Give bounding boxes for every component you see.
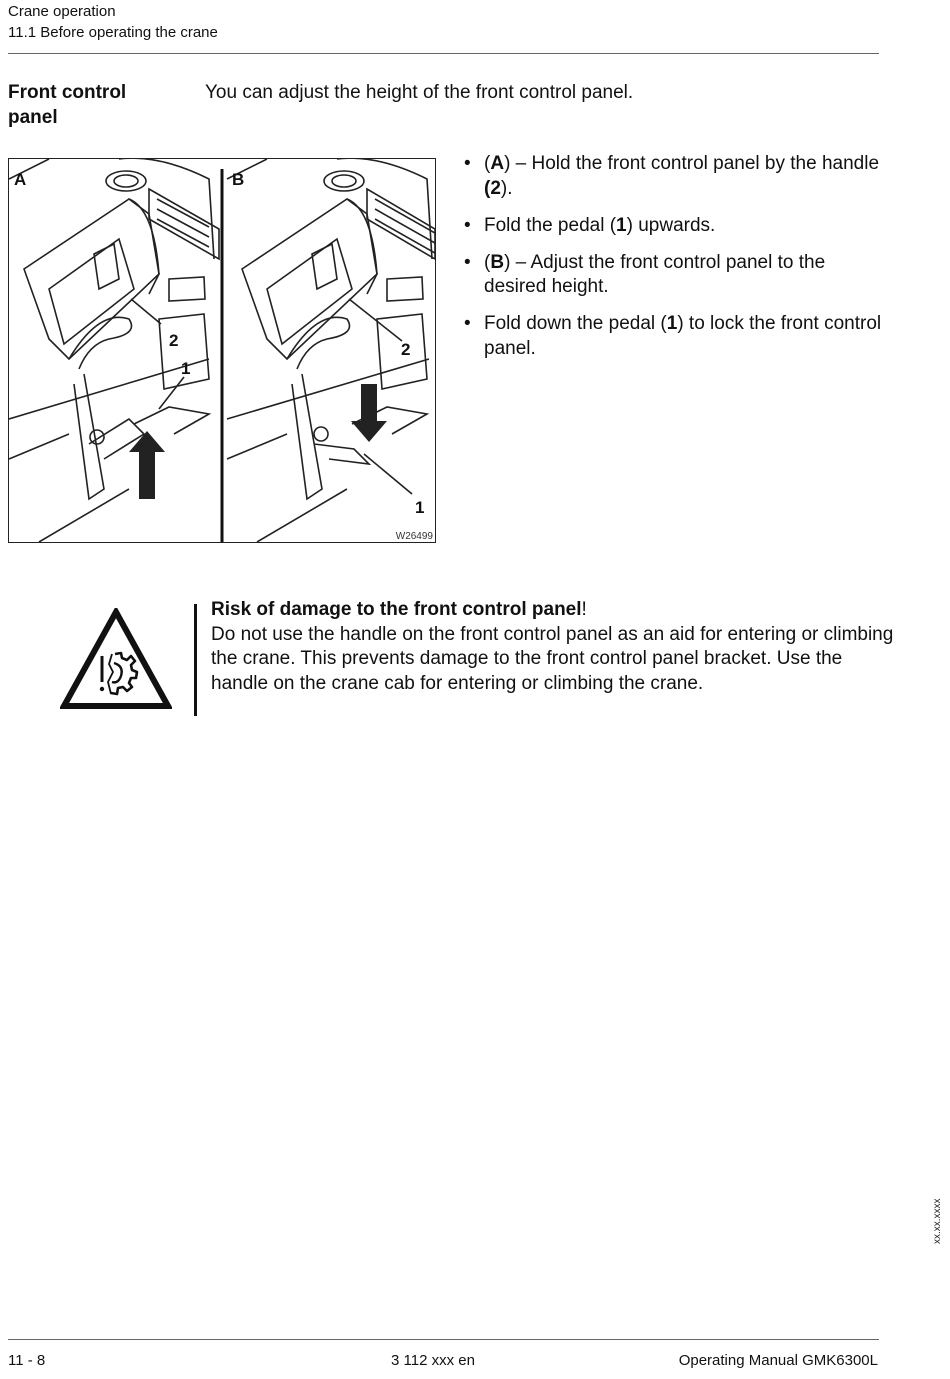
footer-divider: [8, 1339, 879, 1340]
panel-b-label: B: [232, 170, 245, 189]
warning-text: [211, 598, 901, 696]
list-item: • (A) – Hold the front control panel by the handle (2).: [462, 152, 882, 201]
intro-text: You can adjust the height of the front control panel.: [205, 82, 634, 103]
svg-text:xx.xx.xxxx: xx.xx.xxxx: [932, 1198, 943, 1244]
front-panel-figure: [8, 158, 436, 543]
header-section: 11.1 Before operating the crane: [8, 24, 218, 41]
callout-a-handle: 2: [169, 331, 179, 350]
header-divider: [8, 53, 879, 54]
list-item: • Fold down the pedal (1) to lock the front control panel.: [462, 312, 882, 361]
warning-divider: [194, 604, 197, 716]
header-chapter: Crane operation: [8, 3, 116, 20]
section-title: Front control panel: [8, 82, 127, 128]
warning-title-end: !: [581, 599, 587, 620]
warning-title: Risk of damage to the front control panel: [211, 599, 582, 620]
footer-doc-number: 3 112 xxx en: [391, 1352, 475, 1369]
footer-manual-title: Operating Manual GMK6300L: [678, 1352, 878, 1369]
list-item: • (B) – Adjust the front control panel to the desired height.: [462, 251, 882, 300]
callout-a-pedal: 1: [181, 359, 191, 378]
footer-page-number: 11 - 8: [8, 1352, 46, 1369]
list-item: • Fold the pedal (1) upwards.: [462, 214, 882, 239]
callout-b-handle: 2: [401, 340, 411, 359]
warning-gear-damage-icon: [60, 608, 172, 710]
upward-arrow-icon: [129, 431, 165, 499]
panel-a-label: A: [14, 170, 27, 189]
warning-body: Do not use the handle on the front control panel as an aid for entering or climbing the crane. This prevents damage to the front control panel bracket. Use the handle on the crane cab for entering or climbing the crane.: [211, 623, 894, 694]
panel-a-illustration: [9, 159, 219, 542]
downward-arrow-icon: [351, 384, 387, 442]
figure-code: W26499: [395, 531, 433, 542]
callout-b-pedal: 1: [415, 498, 425, 517]
side-code: [928, 1188, 944, 1244]
step-list: [462, 152, 882, 374]
